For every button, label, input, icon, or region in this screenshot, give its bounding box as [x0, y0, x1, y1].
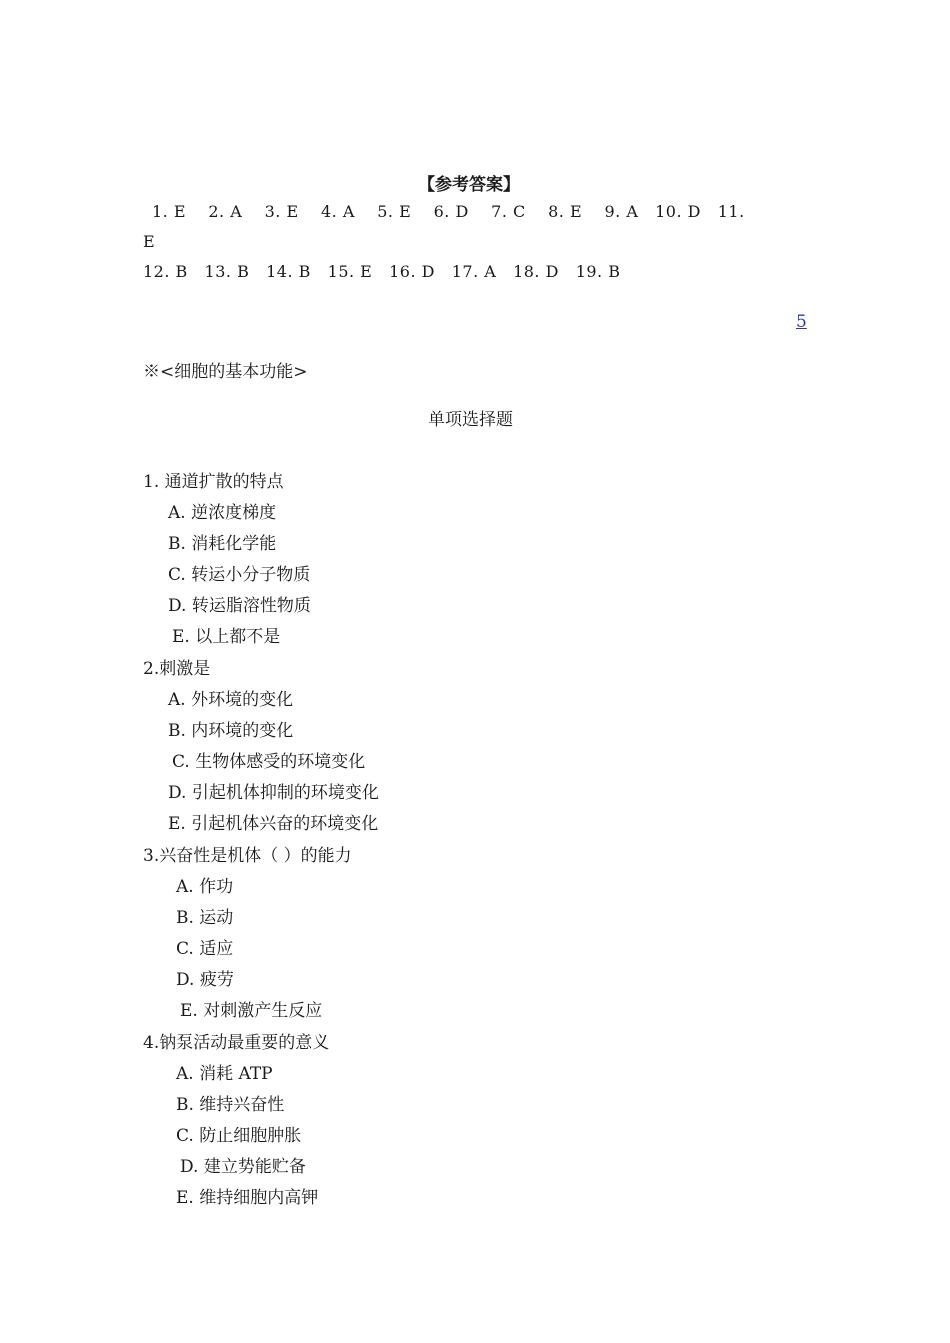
question-stem: 2.刺激是: [143, 659, 211, 679]
answer-key-line-wrap: E: [143, 232, 156, 251]
page-number-link[interactable]: 5: [796, 312, 807, 332]
question-option: E. 以上都不是: [172, 627, 281, 647]
question-option: D. 引起机体抑制的环境变化: [168, 783, 379, 803]
answer-key-line: 1. E 2. A 3. E 4. A 5. E 6. D 7. C 8. E 9. A 10. D 11.: [152, 202, 745, 221]
question-option: D. 转运脂溶性物质: [168, 596, 311, 616]
question-option: E. 对刺激产生反应: [180, 1001, 323, 1021]
section-title: 单项选择题: [428, 410, 513, 430]
question-option: B. 维持兴奋性: [176, 1095, 285, 1115]
question-option: B. 运动: [176, 908, 234, 928]
question-option: C. 生物体感受的环境变化: [172, 752, 366, 772]
chapter-heading: ※<细胞的基本功能>: [143, 362, 308, 382]
question-option: A. 作功: [176, 877, 234, 897]
question-option: A. 消耗 ATP: [176, 1064, 273, 1084]
question-option: E. 引起机体兴奋的环境变化: [168, 814, 379, 834]
answer-key-line: 12. B 13. B 14. B 15. E 16. D 17. A 18. D 19. B: [143, 262, 621, 281]
question-stem: 4.钠泵活动最重要的意义: [143, 1033, 330, 1053]
question-option: C. 防止细胞肿胀: [176, 1126, 302, 1146]
question-option: B. 内环境的变化: [168, 721, 294, 741]
question-option: E. 维持细胞内高钾: [176, 1188, 319, 1208]
question-option: D. 建立势能贮备: [180, 1157, 306, 1177]
answer-key-title: 【参考答案】: [418, 175, 520, 195]
question-option: D. 疲劳: [176, 970, 234, 990]
question-option: B. 消耗化学能: [168, 534, 277, 554]
question-stem: 3.兴奋性是机体（ ）的能力: [143, 846, 352, 866]
question-option: A. 逆浓度梯度: [168, 503, 277, 523]
question-stem: 1. 通道扩散的特点: [143, 472, 284, 492]
question-option: C. 转运小分子物质: [168, 565, 311, 585]
question-option: C. 适应: [176, 939, 234, 959]
question-option: A. 外环境的变化: [168, 690, 294, 710]
